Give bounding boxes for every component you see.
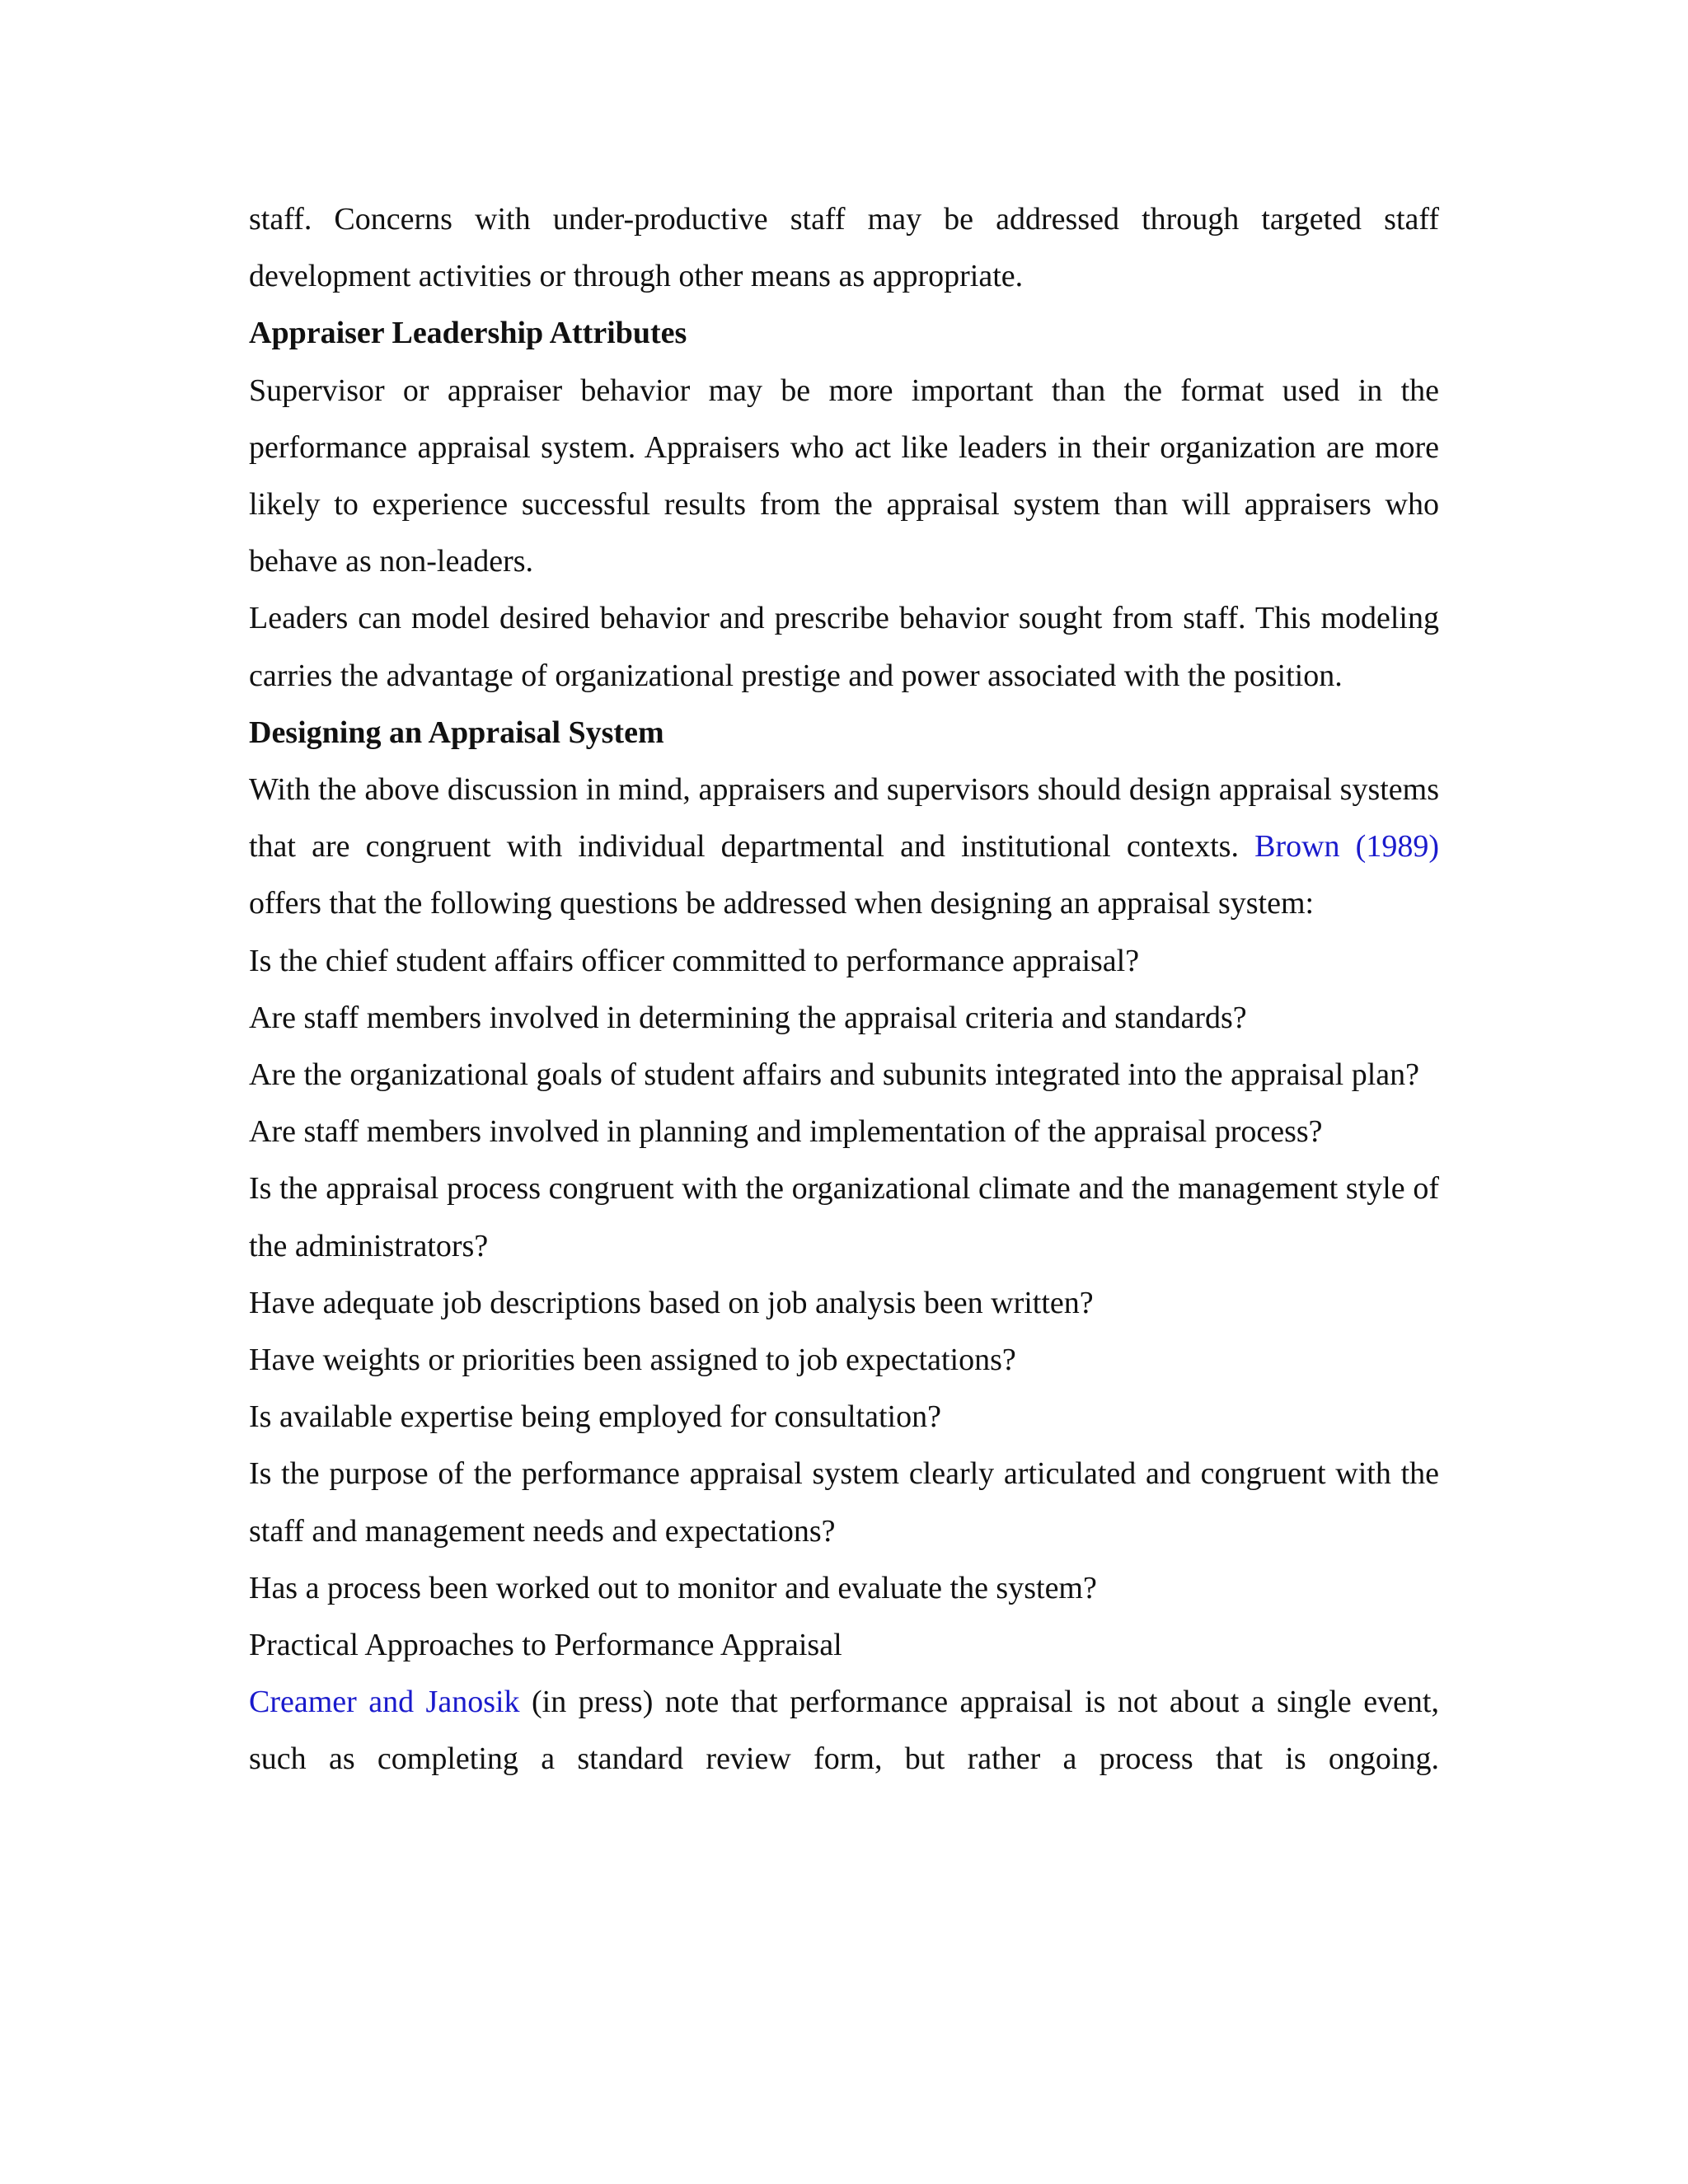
- paragraph-design-intro-rest: offers that the following questions be addressed when designing an appraisal system:: [249, 886, 1315, 921]
- question-item: Has a process been worked out to monitor and evaluate the system?: [249, 1570, 1097, 1605]
- question-item: Are staff members involved in determining the appraisal criteria and standards?: [249, 1000, 1247, 1035]
- question-item: Is available expertise being employed for consultation?: [249, 1399, 941, 1435]
- question-item: Is the purpose of the performance appraisal system clearly articulated and congruent with the staff and management needs and expectations?: [249, 1456, 1439, 1549]
- question-item: Is the appraisal process congruent with the organizational climate and the management style of the administrators?: [249, 1171, 1439, 1263]
- paragraph-leaders-model: Leaders can model desired behavior and prescribe behavior sought from staff. This modeling carries the advantage of organizational prestige and power associated with the position.: [249, 601, 1439, 693]
- paragraph-design-intro: [249, 762, 1439, 933]
- question-item: Are staff members involved in planning and implementation of the appraisal process?: [249, 1114, 1323, 1150]
- heading-appraiser-leadership: Appraiser Leadership Attributes: [249, 316, 687, 351]
- heading-designing-system: Designing an Appraisal System: [249, 715, 664, 750]
- question-item: Have adequate job descriptions based on job analysis been written?: [249, 1285, 1094, 1320]
- question-item: Are the organizational goals of student affairs and subunits integrated into the appraisal plan?: [249, 1057, 1420, 1093]
- subheading-practical-approaches: Practical Approaches to Performance Appraisal: [249, 1628, 842, 1663]
- paragraph-design-intro-text: With the above discussion in mind, appraisers and supervisors should design appraisal systems that are congruent with individual departmental and institutional contexts.: [249, 772, 1439, 865]
- paragraph-staff-concerns: staff. Concerns with under-productive staff may be addressed through targeted staff development activities or through other means as appropriate.: [249, 202, 1439, 294]
- citation-brown-1989[interactable]: Brown (1989): [1254, 829, 1439, 865]
- question-item: Is the chief student affairs officer committed to performance appraisal?: [249, 943, 1140, 978]
- paragraph-creamer-janosik: [249, 1674, 1439, 1788]
- citation-creamer-janosik[interactable]: Creamer and Janosik: [249, 1685, 520, 1720]
- question-item: Have weights or priorities been assigned to job expectations?: [249, 1343, 1016, 1378]
- paragraph-creamer-janosik-text: (in press) note that performance appraisal is not about a single event, such as completing a standard review form, but rather a process that is ongoing.: [249, 1685, 1439, 1777]
- document-page: [249, 191, 1439, 1788]
- paragraph-supervisor-behavior: Supervisor or appraiser behavior may be more important than the format used in the performance appraisal system. Appraisers who act like leaders in their organization are more likely to experience successful results from the appraisal system than will appraisers who behave as non-leaders.: [249, 373, 1439, 579]
